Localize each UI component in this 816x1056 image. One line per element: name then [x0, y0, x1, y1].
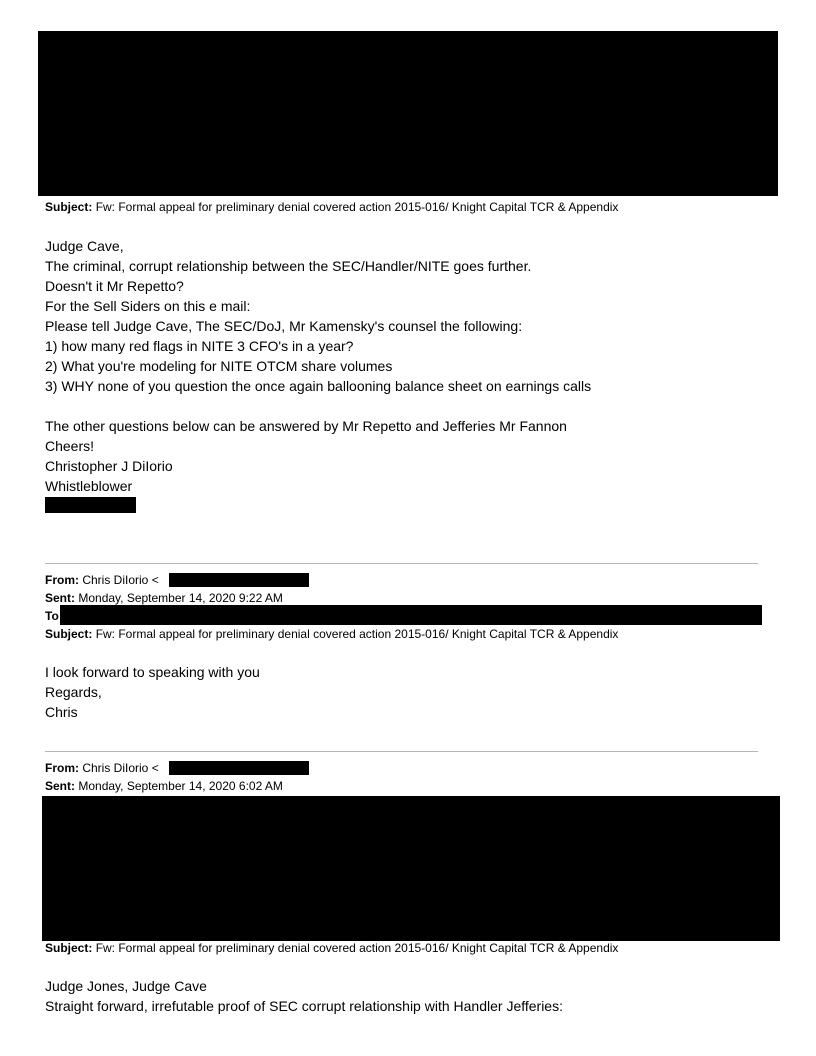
from-label: From: — [45, 573, 79, 587]
body-line — [45, 396, 591, 416]
message3-body — [45, 976, 563, 1016]
sent-label: Sent: — [45, 591, 75, 605]
body-line: The criminal, corrupt relationship between the SEC/Handler/NITE goes further. — [45, 258, 532, 274]
redacted-header-block — [38, 31, 778, 196]
body-line: Regards, — [45, 684, 102, 700]
body-line: Cheers! — [45, 438, 95, 454]
subject-text: Fw: Formal appeal for preliminary denial covered action 2015-016/ Knight Capital TCR & Appendix — [95, 941, 619, 955]
body-line: Judge Jones, Judge Cave — [45, 978, 207, 994]
message2-sent — [45, 591, 283, 605]
separator — [45, 563, 758, 564]
redacted-signature — [45, 497, 136, 513]
body-line: Doesn't it Mr Repetto? — [45, 278, 184, 294]
sent-date: Monday, September 14, 2020 6:02 AM — [78, 779, 283, 793]
email-open-bracket: < — [151, 761, 159, 775]
body-line: 3) WHY none of you question the once again ballooning balance sheet on earnings calls — [45, 378, 592, 394]
subject-text: Fw: Formal appeal for preliminary denial covered action 2015-016/ Knight Capital TCR & Appendix — [95, 627, 619, 641]
message3-sent — [45, 779, 283, 793]
body-line: Judge Cave, — [45, 238, 124, 254]
message2-subject — [45, 627, 618, 641]
message2-to — [45, 609, 59, 623]
sent-label: Sent: — [45, 779, 75, 793]
sent-date: Monday, September 14, 2020 9:22 AM — [78, 591, 283, 605]
redacted-email-address — [169, 761, 309, 775]
subject-label: Subject: — [45, 627, 93, 641]
message2-body — [45, 662, 260, 722]
from-name: Chris DiIorio — [82, 761, 149, 775]
body-line: Please tell Judge Cave, The SEC/DoJ, Mr Kamensky's counsel the following: — [45, 318, 523, 334]
body-line: Whistleblower — [45, 478, 133, 494]
body-line: Christopher J DiIorio — [45, 458, 173, 474]
separator — [45, 751, 758, 752]
body-line: The other questions below can be answered by Mr Repetto and Jefferies Mr Fannon — [45, 418, 567, 434]
redacted-recipients — [60, 605, 762, 625]
subject-label: Subject: — [45, 200, 93, 214]
redacted-recipients-block — [42, 796, 780, 941]
body-line: Straight forward, irrefutable proof of SEC corrupt relationship with Handler Jefferies: — [45, 998, 563, 1014]
email-open-bracket: < — [151, 573, 159, 587]
body-line: 1) how many red flags in NITE 3 CFO's in a year? — [45, 338, 354, 354]
body-line: For the Sell Siders on this e mail: — [45, 298, 251, 314]
message1-subject — [45, 200, 618, 214]
body-line: I look forward to speaking with you — [45, 664, 260, 680]
body-line: Chris — [45, 704, 78, 720]
redacted-email-address — [169, 573, 309, 587]
subject-label: Subject: — [45, 941, 93, 955]
subject-text: Fw: Formal appeal for preliminary denial covered action 2015-016/ Knight Capital TCR & Appendix — [95, 200, 619, 214]
message1-body — [45, 236, 591, 496]
from-name: Chris DiIorio — [82, 573, 149, 587]
from-label: From: — [45, 761, 79, 775]
message3-subject — [45, 941, 618, 955]
body-line: 2) What you're modeling for NITE OTCM share volumes — [45, 358, 393, 374]
to-label: To — [45, 609, 59, 623]
